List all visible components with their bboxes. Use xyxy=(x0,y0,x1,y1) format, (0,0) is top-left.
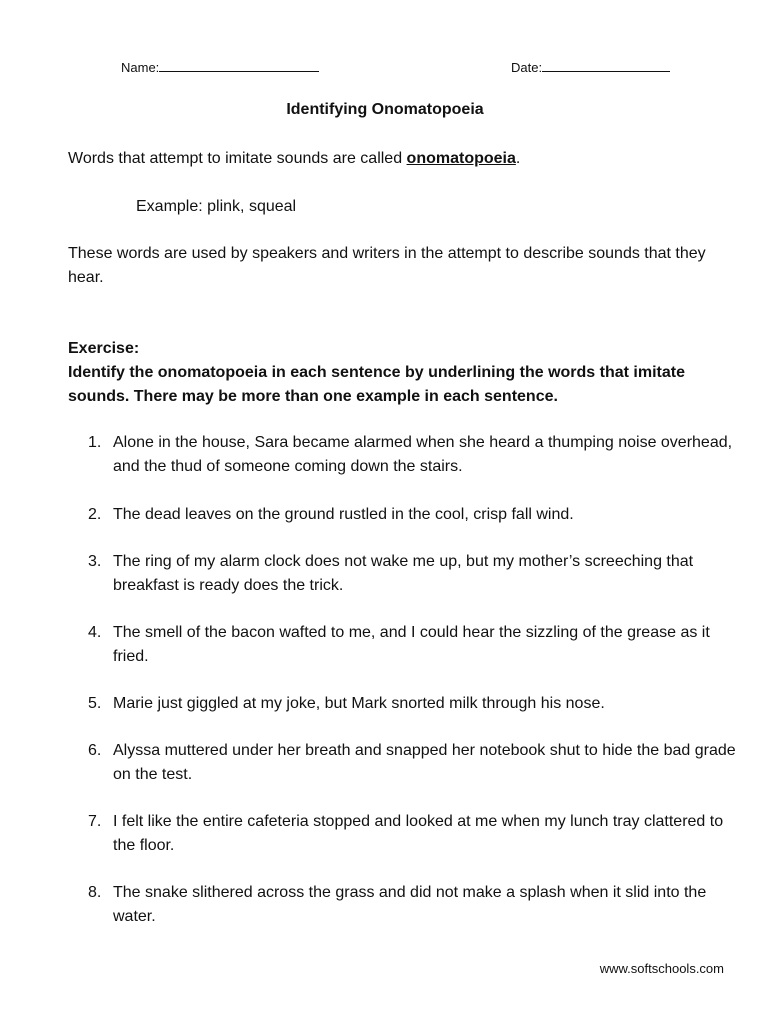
exercise-instructions: Identify the onomatopoeia in each sentence by underlining the words that imitate sounds. There may be more than one example in each sentence. xyxy=(68,364,685,405)
question-number: 3. xyxy=(88,553,102,570)
exercise-heading: Exercise: xyxy=(68,340,140,357)
page-title: Identifying Onomatopoeia xyxy=(286,101,484,118)
example-line: Example: plink, squeal xyxy=(136,198,297,215)
question-number: 8. xyxy=(88,884,102,901)
footer-website: www.softschools.com xyxy=(599,961,724,976)
name-label: Name: xyxy=(121,60,160,75)
question-number: 2. xyxy=(88,506,102,523)
question-number: 1. xyxy=(88,434,102,451)
date-label: Date: xyxy=(511,60,543,75)
name-field xyxy=(121,58,319,75)
question-text: Alyssa muttered under her breath and snapped her notebook shut to hide the bad grade on the test. xyxy=(113,742,736,783)
question-number: 6. xyxy=(88,742,102,759)
date-blank-line xyxy=(542,58,670,72)
question-text: The dead leaves on the ground rustled in the cool, crisp fall wind. xyxy=(113,506,574,523)
question-text: Marie just giggled at my joke, but Mark snorted milk through his nose. xyxy=(113,695,605,712)
exercise-section xyxy=(68,337,738,409)
question-text: The smell of the bacon wafted to me, and I could hear the sizzling of the grease as it fried. xyxy=(113,624,710,665)
question-text: The snake slithered across the grass and did not make a splash when it slid into the water. xyxy=(113,884,707,925)
question-number: 7. xyxy=(88,813,102,830)
question-number: 4. xyxy=(88,624,102,641)
question-text: Alone in the house, Sara became alarmed when she heard a thumping noise overhead, and the thud of someone coming down the stairs. xyxy=(113,434,733,475)
question-text: I felt like the entire cafeteria stopped and looked at me when my lunch tray clattered to the floor. xyxy=(113,813,724,854)
definition-term: onomatopoeia xyxy=(406,150,516,167)
question-text: The ring of my alarm clock does not wake me up, but my mother’s screeching that breakfast is ready does the trick. xyxy=(113,553,694,594)
definition-paragraph xyxy=(68,147,738,171)
definition-prefix: Words that attempt to imitate sounds are called xyxy=(68,150,407,167)
definition-suffix: . xyxy=(515,150,521,167)
question-number: 5. xyxy=(88,695,102,712)
date-field xyxy=(511,58,670,75)
explanation-paragraph: These words are used by speakers and writers in the attempt to describe sounds that they hear. xyxy=(68,245,706,286)
name-blank-line xyxy=(159,58,319,72)
